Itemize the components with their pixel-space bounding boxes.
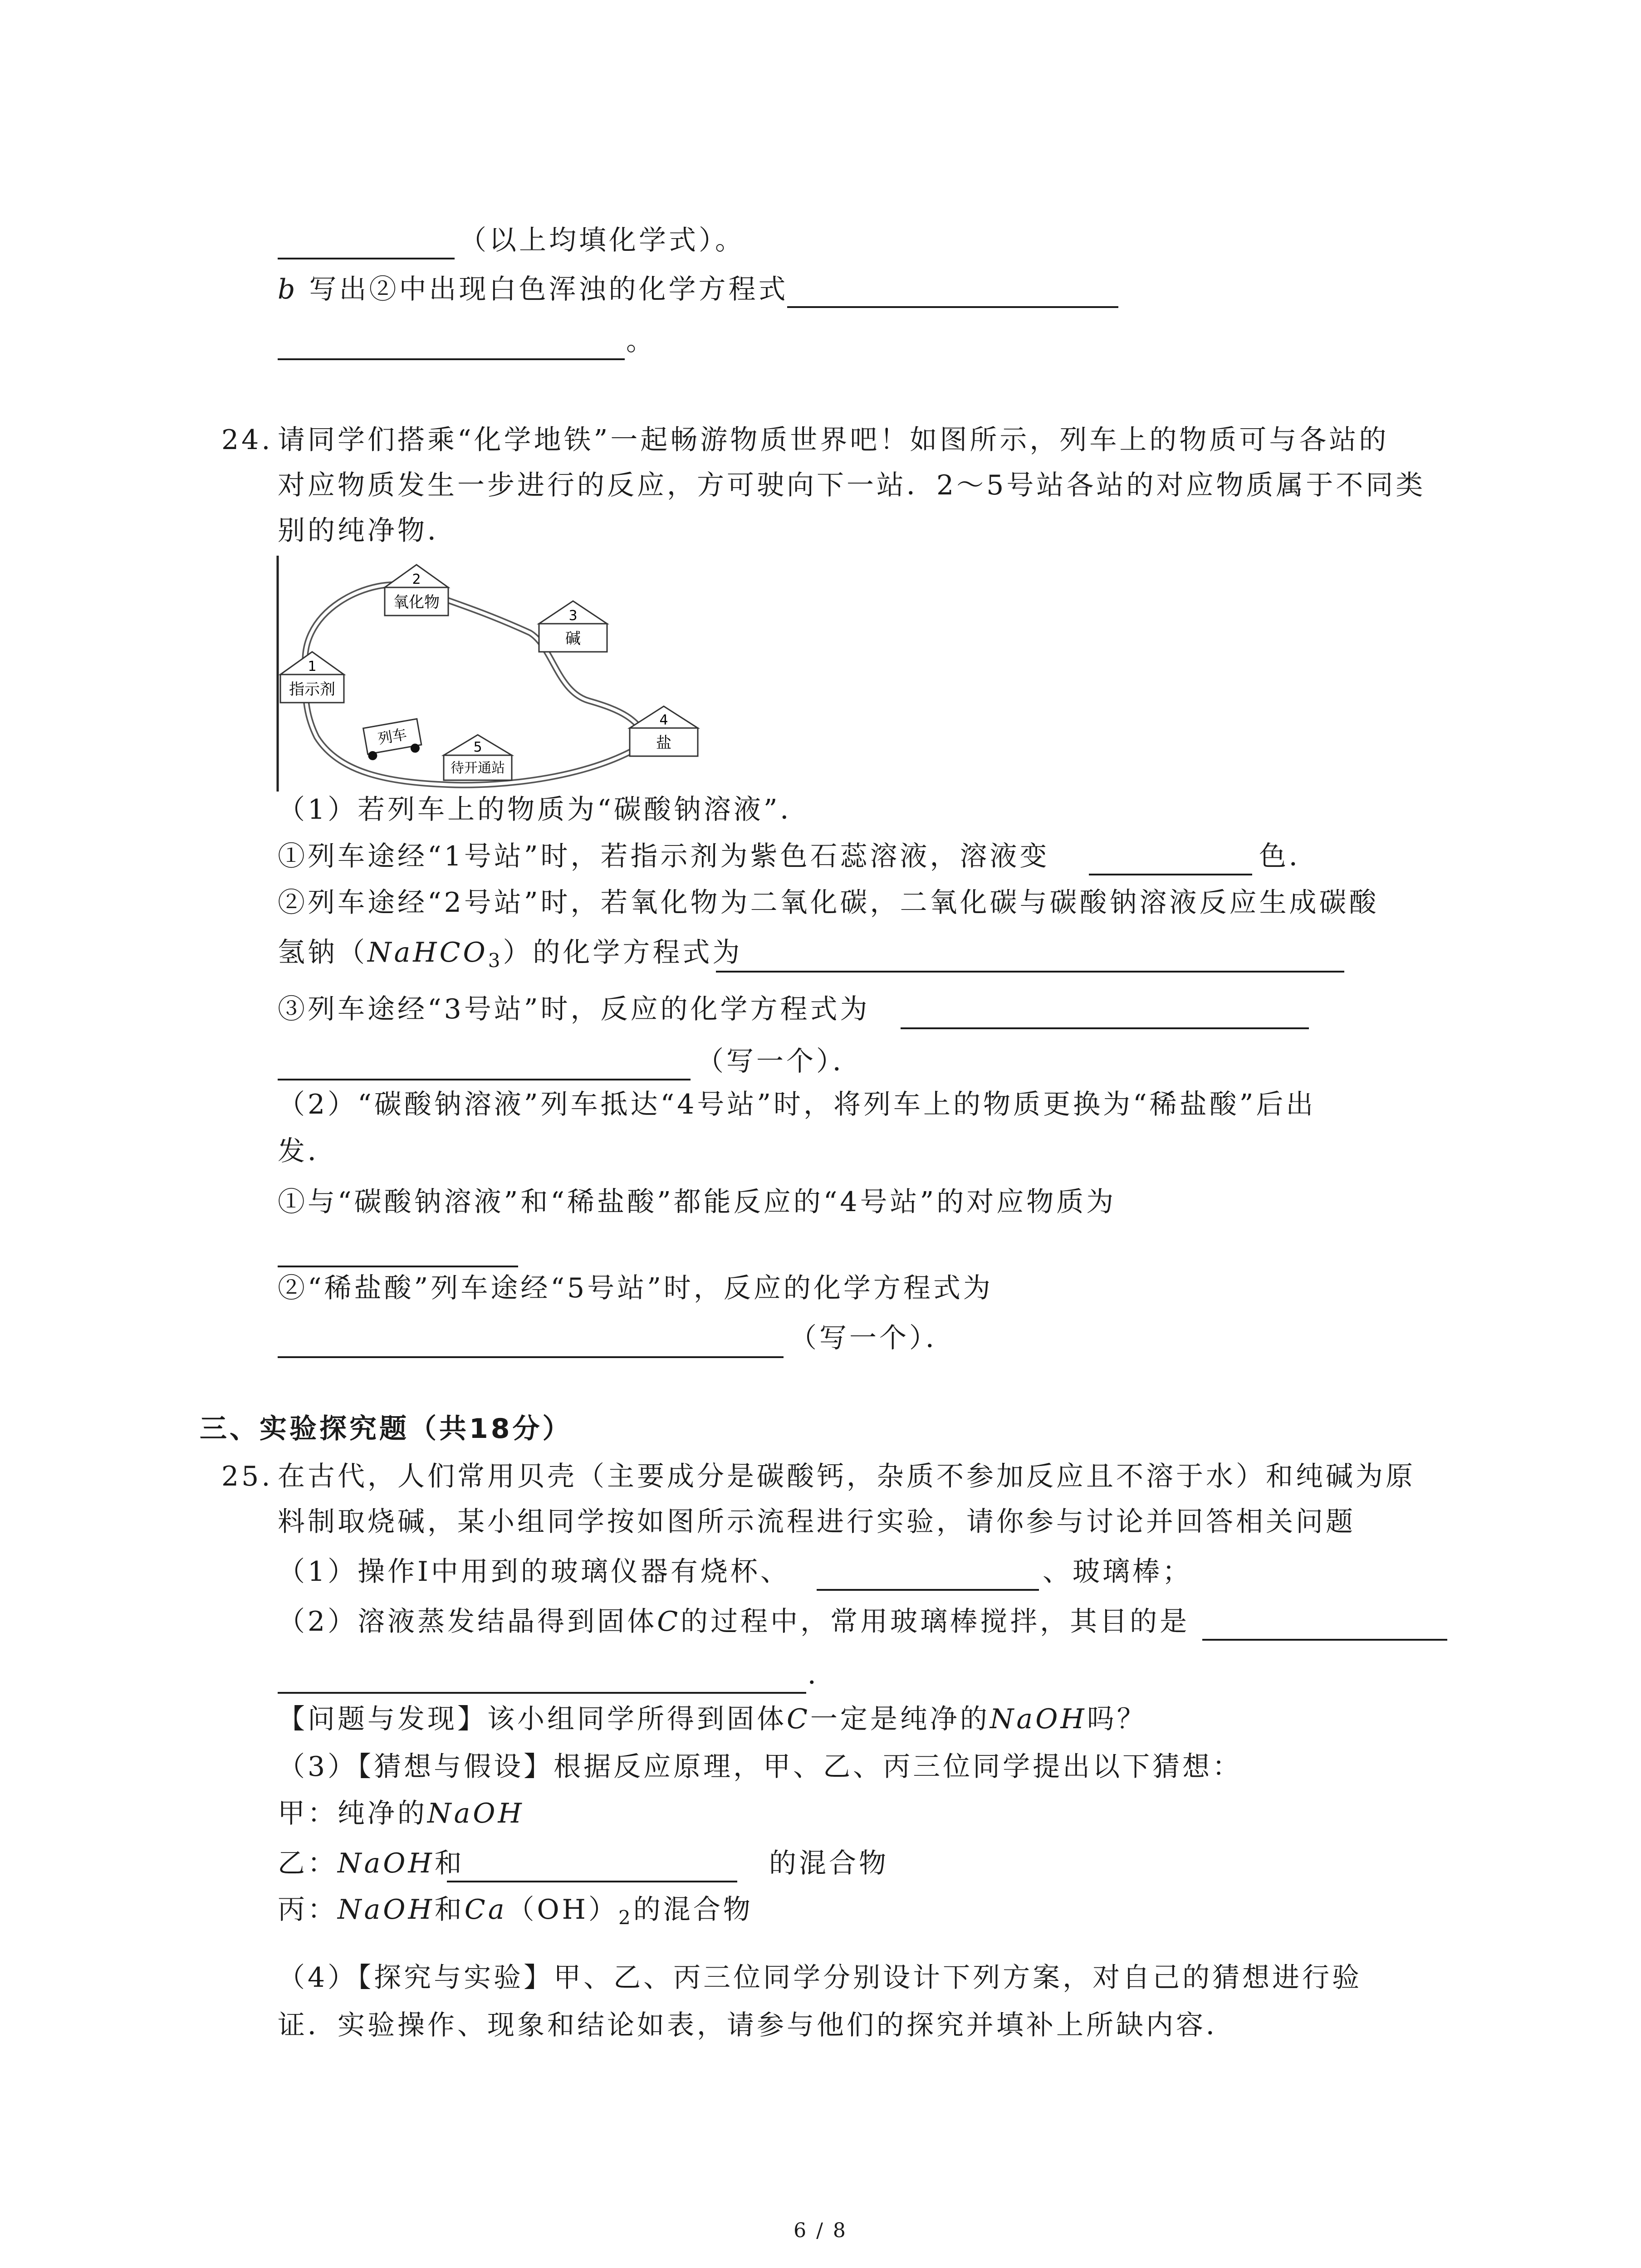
question-text: 对应物质发生一步进行的反应，方可驶向下一站．2～5号站各站的对应物质属于不同类 bbox=[278, 469, 1426, 501]
question-text: 请同学们搭乘“化学地铁”一起畅游物质世界吧！如图所示，列车上的物质可与各站的 bbox=[278, 424, 1389, 456]
station-label: 碱 bbox=[565, 630, 581, 648]
text-line bbox=[278, 1795, 524, 1832]
text-line bbox=[278, 934, 742, 979]
question-number: 25. bbox=[221, 1461, 273, 1492]
formula: NaHCO bbox=[367, 937, 488, 968]
text-line: ③列车途经“3号站”时，反应的化学方程式为 bbox=[278, 993, 870, 1025]
station-number: 4 bbox=[659, 712, 668, 728]
station-2 bbox=[385, 565, 448, 616]
train-label: 列车 bbox=[376, 725, 408, 748]
variable: C bbox=[657, 1606, 681, 1637]
station-number: 5 bbox=[473, 739, 482, 755]
text-line: （1）若列车上的物质为“碳酸钠溶液”． bbox=[278, 794, 810, 826]
station-label: 待开通站 bbox=[451, 760, 505, 776]
text-span: ）的化学方程式为 bbox=[503, 937, 743, 968]
text-line bbox=[278, 1603, 1190, 1640]
answer-blank[interactable] bbox=[447, 1881, 737, 1882]
text-span: 吗？ bbox=[1087, 1703, 1147, 1735]
text-line: 的混合物 bbox=[769, 1848, 889, 1879]
question-number: 24. bbox=[221, 424, 273, 456]
station-label: 盐 bbox=[656, 734, 671, 752]
question-text: 别的纯净物． bbox=[278, 515, 457, 547]
station-1 bbox=[280, 652, 344, 703]
text-line: ②列车途经“2号站”时，若氧化物为二氧化碳，二氧化碳与碳酸钠溶液反应生成碳酸 bbox=[278, 887, 1379, 919]
answer-blank[interactable] bbox=[278, 358, 625, 360]
answer-blank[interactable] bbox=[278, 1692, 806, 1694]
text-span: 甲：纯净的 bbox=[278, 1798, 427, 1829]
answer-blank[interactable] bbox=[278, 258, 455, 259]
text-line: （3）【猜想与假设】根据反应原理，甲、乙、丙三位同学提出以下猜想： bbox=[278, 1751, 1243, 1783]
text-line: 、玻璃棒； bbox=[1043, 1556, 1192, 1588]
variable: C bbox=[787, 1703, 810, 1735]
subscript: 3 bbox=[488, 949, 503, 972]
text-line bbox=[278, 1845, 465, 1882]
text-line: ①与“碳酸钠溶液”和“稀盐酸”都能反应的“4号站”的对应物质为 bbox=[278, 1186, 1117, 1218]
station-number: 2 bbox=[412, 572, 421, 587]
answer-blank[interactable] bbox=[1202, 1639, 1447, 1641]
text-line: （4）【探究与实验】甲、乙、丙三位同学分别设计下列方案，对自己的猜想进行验 bbox=[278, 1962, 1362, 1994]
answer-blank[interactable] bbox=[1089, 874, 1252, 875]
section-title: 三、实验探究题（共18分） bbox=[200, 1413, 573, 1445]
text-line bbox=[278, 271, 789, 308]
text-line: （1）操作Ⅰ中用到的玻璃仪器有烧杯、 bbox=[278, 1556, 790, 1588]
text-span: （2）溶液蒸发结晶得到固体 bbox=[278, 1606, 657, 1637]
text-line bbox=[278, 1701, 1147, 1737]
station-label: 指示剂 bbox=[289, 680, 335, 699]
answer-blank[interactable] bbox=[901, 1027, 1309, 1029]
answer-blank[interactable] bbox=[278, 1079, 691, 1080]
text-line bbox=[278, 1892, 753, 1936]
formula: Ca bbox=[464, 1894, 507, 1926]
text-span: 乙： bbox=[278, 1848, 338, 1879]
text-line: 。 bbox=[626, 325, 656, 357]
train bbox=[363, 719, 423, 761]
text-span: 丙： bbox=[278, 1894, 338, 1926]
text-line: （2）“碳酸钠溶液”列车抵达“4号站”时，将列车上的物质更换为“稀盐酸”后出 bbox=[278, 1089, 1316, 1120]
formula: NaOH bbox=[338, 1894, 435, 1926]
text-line: ②“稀盐酸”列车途经“5号站”时，反应的化学方程式为 bbox=[278, 1272, 993, 1304]
text-line: 色． bbox=[1259, 841, 1319, 872]
text-span: 和 bbox=[434, 1848, 465, 1879]
formula: （OH） bbox=[507, 1894, 618, 1926]
station-number: 1 bbox=[308, 659, 317, 675]
subscript: 2 bbox=[618, 1906, 633, 1929]
station-3 bbox=[539, 601, 607, 652]
subway-diagram bbox=[276, 556, 730, 792]
answer-blank[interactable] bbox=[787, 306, 1118, 308]
text-span: 一定是纯净的 bbox=[810, 1703, 990, 1735]
text-line: （写一个）． bbox=[789, 1322, 955, 1354]
answer-blank[interactable] bbox=[716, 971, 1344, 973]
text-span: 的混合物 bbox=[633, 1894, 753, 1926]
text-line: 发． bbox=[278, 1135, 338, 1167]
text-span: 的过程中，常用玻璃棒搅拌，其目的是 bbox=[681, 1606, 1190, 1637]
question-text: 料制取烧碱，某小组同学按如图所示流程进行实验，请你参与讨论并回答相关问题 bbox=[278, 1506, 1356, 1538]
formula: NaOH bbox=[427, 1798, 524, 1829]
station-number: 3 bbox=[568, 608, 578, 624]
answer-blank[interactable] bbox=[278, 1266, 518, 1267]
text-line: ． bbox=[808, 1659, 838, 1691]
text-span: 【问题与发现】该小组同学所得到固体 bbox=[278, 1703, 787, 1735]
text-line: （写一个）． bbox=[696, 1046, 862, 1077]
answer-blank[interactable] bbox=[817, 1589, 1039, 1591]
text-line: （以上均填化学式）。 bbox=[459, 225, 745, 256]
station-5 bbox=[444, 735, 512, 780]
text-span: 氢钠（ bbox=[278, 937, 367, 968]
station-4 bbox=[630, 706, 698, 756]
page-number: 6 / 8 bbox=[794, 2219, 847, 2242]
line-text: 写出②中出现白色浑浊的化学方程式 bbox=[309, 274, 789, 305]
answer-blank[interactable] bbox=[278, 1356, 784, 1358]
station-label: 氧化物 bbox=[393, 593, 440, 611]
text-line: 证．实验操作、现象和结论如表，请参与他们的探究并填补上所缺内容． bbox=[278, 2009, 1236, 2041]
text-span: 和 bbox=[434, 1894, 465, 1926]
question-text: 在古代，人们常用贝壳（主要成分是碳酸钙，杂质不参加反应且不溶于水）和纯碱为原 bbox=[278, 1461, 1416, 1492]
formula: NaOH bbox=[989, 1703, 1087, 1735]
text-line: ①列车途经“1号站”时，若指示剂为紫色石蕊溶液，溶液变 bbox=[278, 841, 1050, 872]
formula: NaOH bbox=[338, 1848, 435, 1879]
label-b: b bbox=[278, 274, 298, 305]
